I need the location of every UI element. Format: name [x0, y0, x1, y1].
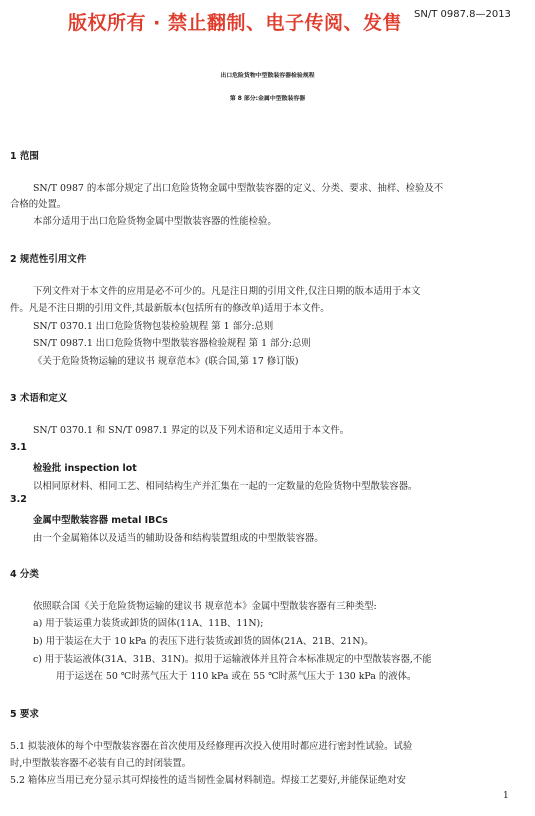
reference-item: 《关于危险货物运输的建议书 规章范本》(联合国,第 17 修订版): [33, 356, 299, 367]
clause-number: 3.2: [10, 494, 27, 505]
definition: 以相同原材料、相同工艺、相同结构生产并汇集在一起的一定数量的危险货物中型散装容器。: [33, 481, 418, 492]
reference-item: SN/T 0370.1 出口危险货物包装检验规程 第 1 部分:总则: [33, 321, 274, 332]
paragraph: 件。凡是不注日期的引用文件,其最新版本(包括所有的修改单)适用于本文件。: [10, 303, 330, 314]
reference-item: SN/T 0987.1 出口危险货物中型散装容器检验规程 第 1 部分:总则: [33, 338, 311, 349]
paragraph: 5.1 拟装液体的每个中型散装容器在首次使用及经修理再次投入使用时都应进行密封性试验。试验: [10, 741, 413, 752]
paragraph: 合格的处置。: [10, 199, 67, 210]
list-item: b) 用于装运在大于 10 kPa 的表压下进行装货或卸货的固体(21A、21B、21N)。: [33, 636, 374, 647]
section-3-heading: 3 术语和定义: [10, 393, 68, 404]
paragraph: 本部分适用于出口危险货物金属中型散装容器的性能检验。: [33, 216, 277, 227]
standard-number: SN/T 0987.8—2013: [414, 9, 511, 20]
term: 金属中型散装容器 metal IBCs: [33, 515, 168, 526]
paragraph: 下列文件对于本文件的应用是必不可少的。凡是注日期的引用文件,仅注日期的版本适用于本文: [33, 286, 421, 297]
watermark: 版权所有 · 禁止翻制、电子传阅、发售: [68, 12, 402, 34]
paragraph: 依照联合国《关于危险货物运输的建议书 规章范本》金属中型散装容器有三种类型:: [33, 601, 377, 612]
list-item: c) 用于装运液体(31A、31B、31N)。拟用于运输液体并且符合本标准规定的中型散装容器,不能: [33, 654, 432, 665]
paragraph: 时,中型散装容器不必装有自己的封闭装置。: [10, 758, 192, 769]
doc-subtitle: 第 8 部分:金属中型散装容器: [229, 96, 306, 102]
section-1-heading: 1 范围: [10, 151, 39, 162]
paragraph: SN/T 0987 的本部分规定了出口危险货物金属中型散装容器的定义、分类、要求、抽样、检验及不: [33, 183, 444, 194]
definition: 由一个金属箱体以及适当的辅助设备和结构装置组成的中型散装容器。: [33, 533, 324, 544]
list-item: 用于运送在 50 ℃时蒸气压大于 110 kPa 或在 55 ℃时蒸气压大于 130 kPa 的液体。: [56, 671, 417, 682]
list-item: a) 用于装运重力装货或卸货的固体(11A、11B、11N);: [33, 618, 264, 629]
paragraph: SN/T 0370.1 和 SN/T 0987.1 界定的以及下列术语和定义适用于本文件。: [33, 425, 350, 436]
page-number: 1: [503, 791, 509, 801]
paragraph: 5.2 箱体应当用已充分显示其可焊接性的适当韧性金属材料制造。焊接工艺要好,并能保证绝对安: [10, 775, 406, 786]
section-4-heading: 4 分类: [10, 569, 39, 580]
section-5-heading: 5 要求: [10, 709, 39, 720]
doc-title: 出口危险货物中型散装容器检验规程: [220, 73, 315, 79]
section-2-heading: 2 规范性引用文件: [10, 254, 87, 265]
clause-number: 3.1: [10, 442, 27, 453]
term: 检验批 inspection lot: [33, 463, 137, 474]
